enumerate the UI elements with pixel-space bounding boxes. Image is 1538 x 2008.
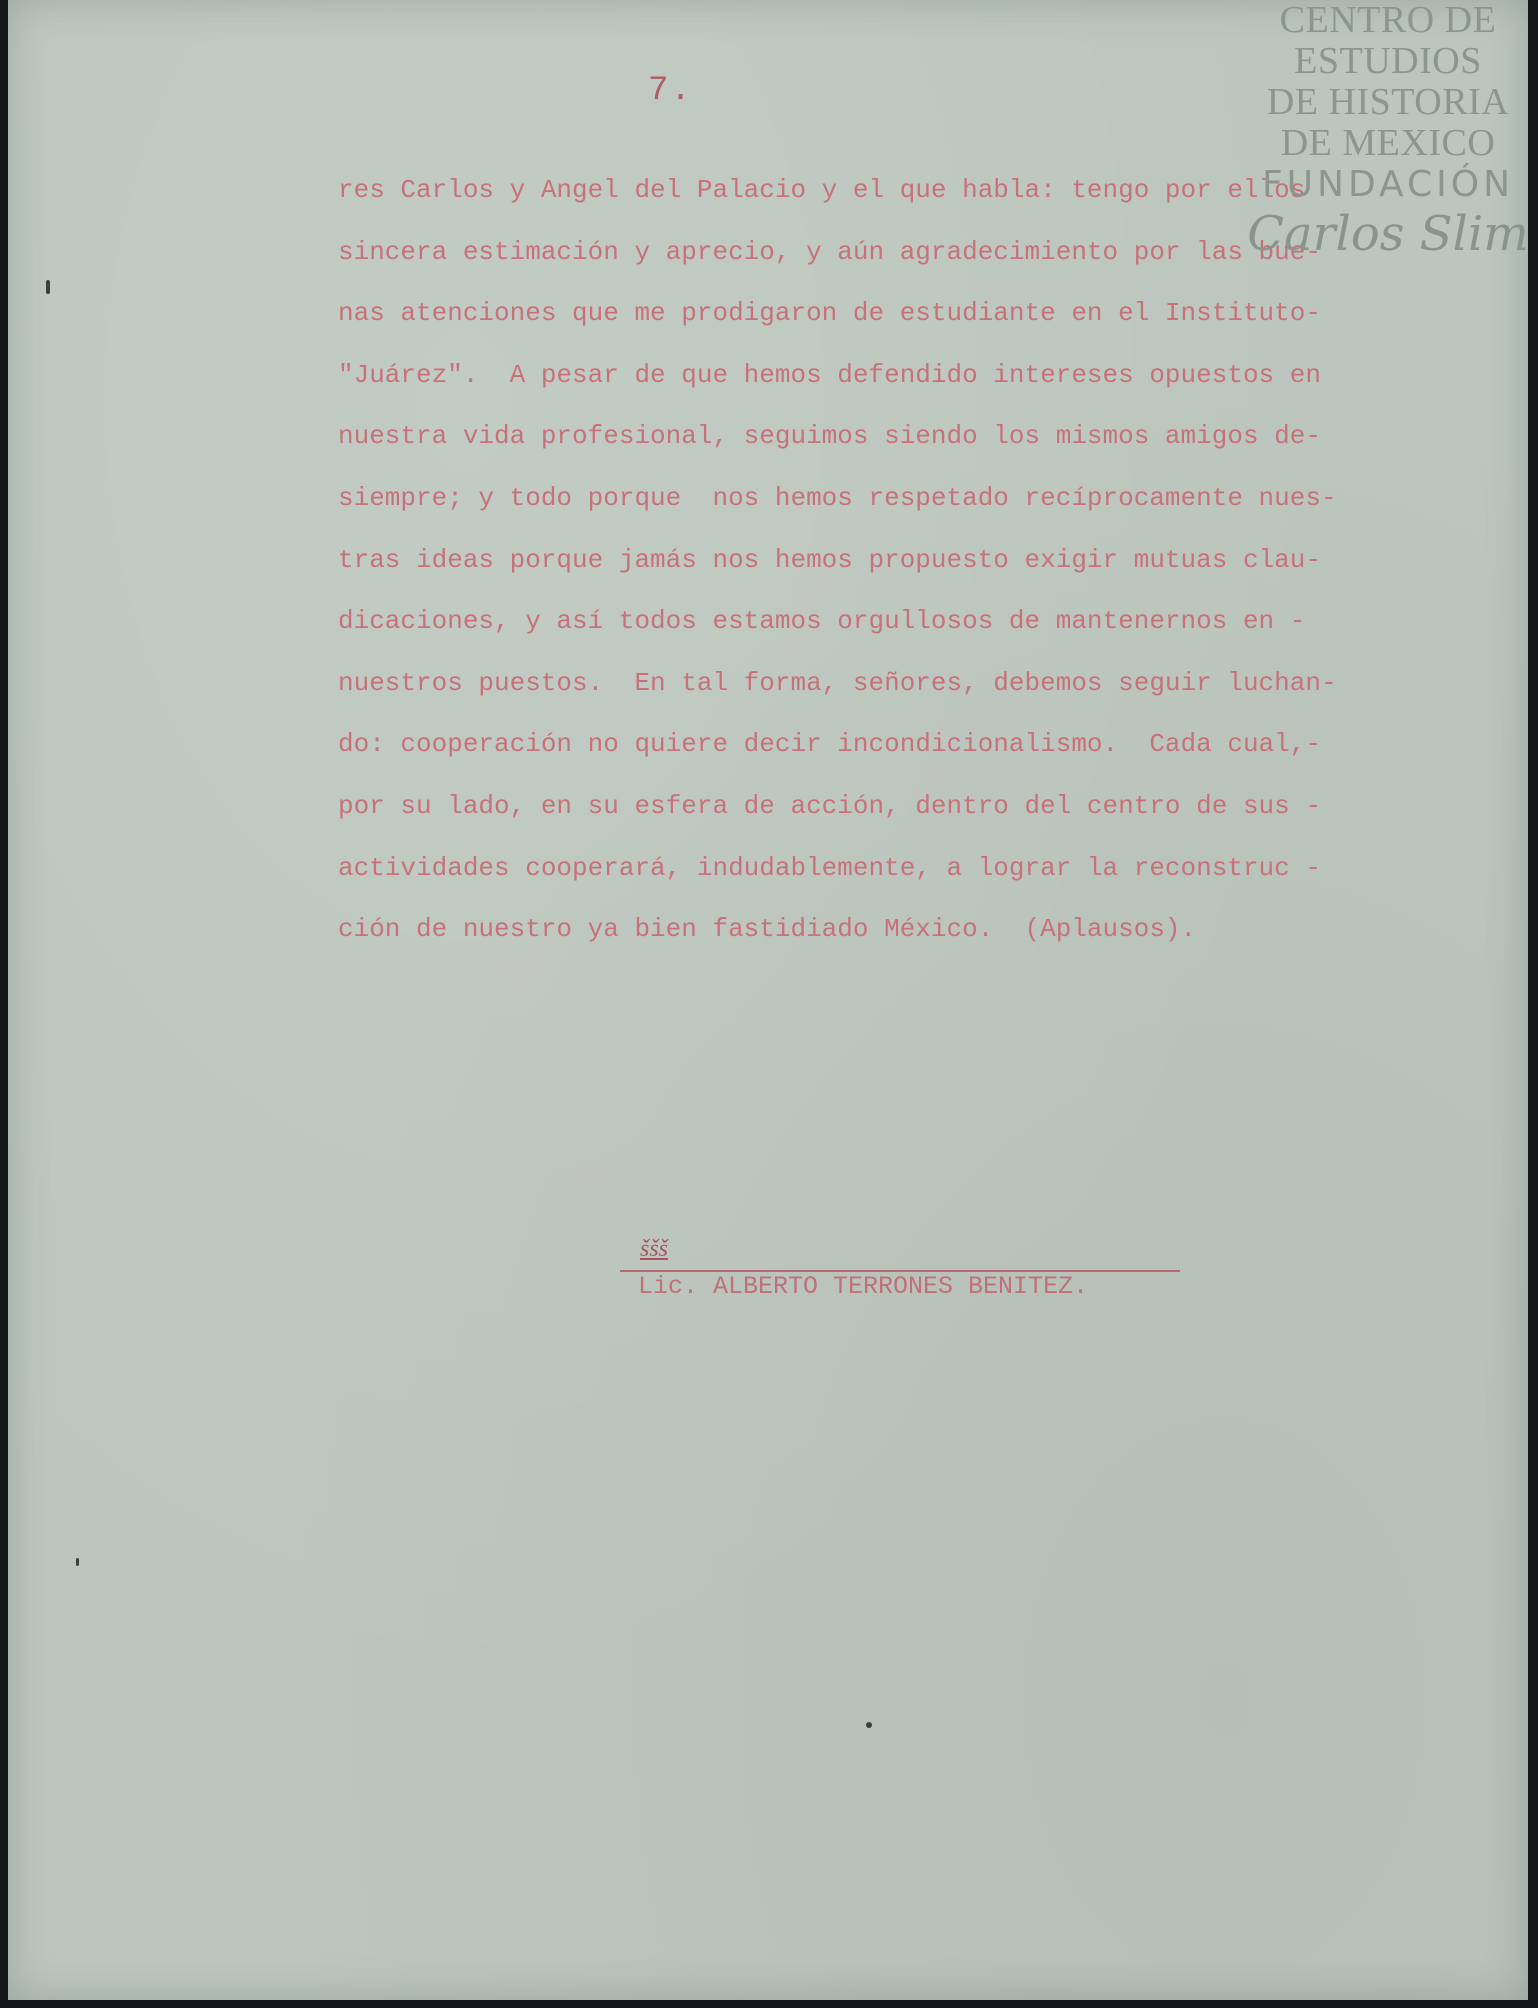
text-line: ción de nuestro ya bien fastidiado México. (Aplausos). (338, 914, 1197, 945)
text-line: nas atenciones que me prodigaron de estudiante en el Instituto- (338, 298, 1321, 329)
ink-speck (46, 280, 50, 294)
ink-speck (866, 1722, 872, 1728)
text-line: do: cooperación no quiere decir incondicionalismo. Cada cual,- (338, 729, 1321, 760)
signature-name: Lic. ALBERTO TERRONES BENITEZ. (638, 1272, 1089, 1301)
watermark-foundation: FUNDACIÓN (1261, 164, 1515, 206)
page-number: 7. (648, 72, 693, 110)
watermark-line: CENTRO DE (1279, 0, 1497, 41)
text-line: res Carlos y Angel del Palacio y el que habla: tengo por ellos (338, 175, 1306, 205)
text-line: por su lado, en su esfera de acción, dentro del centro de sus - (338, 790, 1321, 821)
watermark-line: DE MEXICO (1280, 122, 1496, 165)
ink-speck (76, 1558, 79, 1566)
archive-watermark (1238, 0, 1538, 380)
text-line: "Juárez". A pesar de que hemos defendido intereses opuestos en (338, 359, 1321, 390)
text-line: sincera estimación y aprecio, y aún agradecimiento por las bue- (338, 236, 1321, 267)
text-line: tras ideas porque jamás nos hemos propuesto exigir mutuas clau- (338, 544, 1321, 575)
text-line: siempre; y todo porque nos hemos respetado recíprocamente nues- (338, 482, 1337, 513)
text-line: dicaciones, y así todos estamos orgullosos de mantenernos en - (338, 606, 1306, 637)
watermark-line: DE HISTORIA (1266, 81, 1510, 124)
watermark-line: ESTUDIOS (1294, 40, 1482, 83)
text-line: nuestra vida profesional, seguimos siendo los mismos amigos de- (338, 421, 1321, 452)
watermark-brand: Carlos Slim (1247, 206, 1529, 262)
text-line: actividades cooperará, indudablemente, a lograr la reconstruc - (338, 852, 1321, 883)
text-line: nuestros puestos. En tal forma, señores, debemos seguir luchan- (338, 667, 1337, 698)
signature-initials: ššš (640, 1236, 669, 1262)
